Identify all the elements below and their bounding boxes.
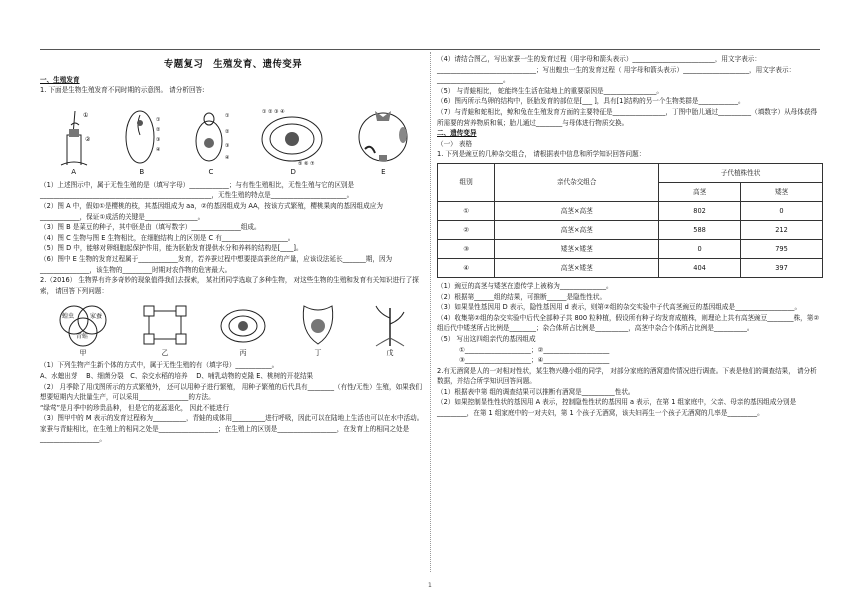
- cell-short: 212: [741, 220, 823, 239]
- column-separator: [430, 52, 431, 572]
- figure-d-label: D: [290, 168, 296, 177]
- figure-ding-fetus: [296, 302, 340, 359]
- svg-text:④: ④: [155, 147, 161, 154]
- table-row: [438, 258, 823, 277]
- figure-bing-egg: [218, 302, 268, 359]
- q2-sub-2-note: “绿莺”是月季中的珍贵品种， 但是它的花蕊退化， 因此不能进行: [40, 403, 230, 412]
- t-sub-2: （2）根据第______组的结果，可推断______是隐性性状。: [437, 292, 607, 301]
- q2-sub-6: （6）图丙所示鸟卵的结构中，胚胎发育的部位是[___ ]，具有[1]结构的另一个生物类群是____________。: [437, 97, 745, 106]
- cell-tall: 404: [659, 258, 741, 277]
- question-1-intro: 1. 下面是生物生殖发育不同时期的示意图。 请分析回答:: [40, 86, 205, 95]
- t-sub-3: （3）如果显性基因用 D 表示，隐性基因用 d 表示，则第②组的杂交实验中子代高茎豌豆的基因组成是__________________。: [437, 303, 802, 312]
- svg-text:②: ②: [224, 129, 230, 136]
- cell-cross: 高茎×高茎: [495, 220, 659, 239]
- svg-text:①: ①: [155, 117, 161, 124]
- section-heading-reproduction: 一、生殖发育: [40, 75, 80, 84]
- figure-wu-cutting: [368, 302, 412, 359]
- t-sub-5-line-1: ①____________________；②____________________: [459, 345, 610, 354]
- venn-label-silkworm: 家蚕: [90, 312, 103, 320]
- svg-text:① ② ③ ④: ① ② ③ ④: [262, 109, 285, 116]
- figure-e-silkworm-cycle: [353, 105, 413, 178]
- cell-tall: 0: [659, 239, 741, 258]
- cell-group: ①: [438, 201, 495, 220]
- svg-text:③: ③: [224, 143, 230, 150]
- figure-a-label: A: [71, 168, 76, 177]
- venn-label-locust: 蝗虫: [62, 312, 75, 320]
- page-number: 1: [428, 582, 432, 589]
- q1-sub-2: （2）图 A 中，假如①是樱桃的枝，其基因组成为 aa，②的基因组成为 AA，按该方式繁殖，樱桃果肉的基因组成应为____________，保证①成活的关键是________________。: [40, 201, 383, 221]
- figure-c-label: C: [208, 168, 214, 177]
- header-rule: [40, 49, 820, 50]
- figure-wu-label: 戊: [386, 348, 394, 357]
- figure-a-grafting: [53, 105, 95, 178]
- svg-text:②: ②: [84, 136, 90, 144]
- left-column: [40, 54, 426, 445]
- q2-sub-7: （7）与青蛙和蛇相比，鲸和兔在生殖发育方面的主要特征是________________，丁图中胎儿通过__________（填数字）从母体获得所需要的营养物质和氧；胎儿通过________与母体进行物质交换。: [437, 107, 818, 127]
- q1-sub-1: （1）上述图示中，属于无性生殖的是（填写字母）____________；与有性生殖相比，无性生殖与它的区别是____________________________________________________，无性生殖的特点是_______________________。: [40, 180, 355, 200]
- q1-sub-5: （5）图 D 中，能够对卵细胞起保护作用，能为胚胎发育提供水分和养料的结构是[____]。: [40, 244, 303, 253]
- subsection-table: （一） 表格: [437, 139, 473, 148]
- cell-group: ②: [438, 220, 495, 239]
- figure-e-label: E: [381, 168, 386, 177]
- svg-text:④: ④: [224, 155, 230, 162]
- q-dimple-sub-1: （1）根据表中第 组的调查结果可以推断有酒窝是__________性状。: [437, 387, 635, 396]
- q1-sub-3: （3）图 B 是菜豆的种子，其中胚是由（填写数字）_______________组成。: [40, 223, 261, 232]
- t-sub-5-line-2: ③____________________；④____________________: [459, 356, 610, 365]
- cell-cross: 高茎×高茎: [495, 201, 659, 220]
- figure-yi-cycle: [140, 302, 190, 359]
- table-question-intro: 1. 下列是豌豆的几种杂交组合， 请根据表中信息和所学知识回答问题：: [437, 150, 646, 159]
- q-dimple-intro: 2.有无酒窝是人的一对相对性状，某生物兴趣小组的同学， 对部分家庭的酒窝遗传情况进行调查。下表是他们的调查结果， 请分析数据，并结合所学知识回答问题。: [437, 366, 817, 386]
- t-sub-1: （1）豌豆的高茎与矮茎在遗传学上被称为______________。: [437, 281, 613, 290]
- venn-label-frog: 青蛙: [76, 332, 89, 340]
- cell-short: 0: [741, 201, 823, 220]
- q2-sub-5: （5） 与青蛙相比， 蛇能终生生活在陆地上的重要原因是________________。: [437, 86, 663, 95]
- t-sub-5: （5） 写出这四组亲代的基因组成: [437, 334, 536, 343]
- q2-options: A、水螅出芽 B、细菌分裂 C、杂交水稻的培养 D、哺乳动物的克隆 E、桃树的开花结果: [40, 371, 314, 380]
- q2-sub-4: （4）请结合图乙，写出家蚕一生的发育过程（用字母和箭头表示）_________________________，用文字表示：______________________________；写出蝗虫一生的发育过程（ 用字母和箭头表示）____________________，用文字表示：____________________。: [437, 55, 796, 85]
- svg-text:②: ②: [155, 127, 161, 134]
- right-column: [437, 54, 823, 419]
- figure-jia-venn: [54, 302, 112, 359]
- figure-c-yeast: [189, 105, 233, 178]
- th-group: 组别: [438, 163, 495, 201]
- q2-sub-2: （2） 月季除了用戊图所示的方式繁殖外， 还可以用种子进行繁殖， 用种子繁殖的后代具有________（有性/无性）生殖，如果我们想要短期内大批量生产，可以采用_______________的方法。: [40, 382, 422, 402]
- th-offspring: 子代植株性状: [659, 163, 823, 182]
- cell-group: ④: [438, 258, 495, 277]
- figure-row-1: [40, 98, 426, 178]
- page-title: 专题复习 生殖发育、遗传变异: [163, 59, 303, 70]
- svg-text:⑤ ⑥ ⑦: ⑤ ⑥ ⑦: [298, 161, 315, 168]
- q2-sub-1: （1）下列生物产生新个体的方式中，属于无性生殖的有（填字母）___________。: [40, 361, 279, 370]
- cell-tall: 802: [659, 201, 741, 220]
- q1-sub-6: （6）图中 E 生物的发育过程属于____________发育，若养蚕过程中想要提高蚕丝的产量，应该设法延长_______期，因为_______________，该生物的_________时期对农作物的危害最大。: [40, 254, 393, 274]
- cell-group: ③: [438, 239, 495, 258]
- svg-text:①: ①: [82, 112, 88, 120]
- q1-sub-4: （4）图 C 生物与图 E 生物相比，在细胞结构上的区别是 C 有____________________。: [40, 233, 295, 242]
- cell-cross: 矮茎×矮茎: [495, 239, 659, 258]
- svg-text:③: ③: [155, 137, 161, 144]
- figure-jia-label: 甲: [79, 348, 87, 357]
- cell-cross: 高茎×矮茎: [495, 258, 659, 277]
- figure-row-2: [40, 298, 426, 358]
- figure-d-bird-egg: [258, 105, 328, 178]
- cell-short: 795: [741, 239, 823, 258]
- q-dimple-sub-2: （2）如果控制显性性状的基因用 A 表示，控制隐性性状的基因用 a 表示，在第 1 组家庭中，父亲、母亲的基因组成分别是_________，在第 1 组家庭中的一对夫妇，第 1 个孩子无酒窝，该夫妇再生一个孩子无酒窝的几率是_________。: [437, 398, 797, 418]
- q2-sub-3: （3）图甲中的 M 表示的发育过程称为__________，青蛙的成体用__________进行呼吸，因此可以在陆地上生活也可以在水中活动。家蚕与青蛙相比，在生殖上的相同之处是__________________；在生殖上的区别是__________________，在发育上的相同之处是__________________。: [40, 414, 424, 444]
- table-row: [438, 239, 823, 258]
- th-short: 矮茎: [741, 182, 823, 201]
- svg-text:①: ①: [224, 113, 230, 120]
- t-sub-4: （4）收集第②组的杂交实验中后代全部种子共 800 粒种植，假设所有种子均发育成植株，则理论上共有高茎豌豆________株，第②组后代中矮茎所占比例是________；杂合体所占比例是__________，高茎中杂合个体所占比例是__________。: [437, 313, 820, 333]
- table-row: [438, 220, 823, 239]
- cell-tall: 588: [659, 220, 741, 239]
- figure-bing-label: 丙: [239, 348, 247, 357]
- cell-short: 397: [741, 258, 823, 277]
- table-row: [438, 201, 823, 220]
- section-heading-genetics: 二、遗传变异: [437, 129, 477, 138]
- figure-b-bean-seed: [120, 105, 164, 178]
- pea-cross-table: [437, 163, 823, 278]
- figure-yi-label: 乙: [161, 348, 169, 357]
- question-2-intro: 2.（2016） 生物界有许多奇妙的现象值得我们去探索， 某社团同学选取了多种生物， 对这些生物的生殖和发育有关知识进行了探索， 请回答下列问题：: [40, 276, 419, 295]
- figure-ding-label: 丁: [314, 348, 322, 357]
- th-cross: 亲代杂交组合: [495, 163, 659, 201]
- figure-b-label: B: [139, 168, 145, 177]
- th-tall: 高茎: [659, 182, 741, 201]
